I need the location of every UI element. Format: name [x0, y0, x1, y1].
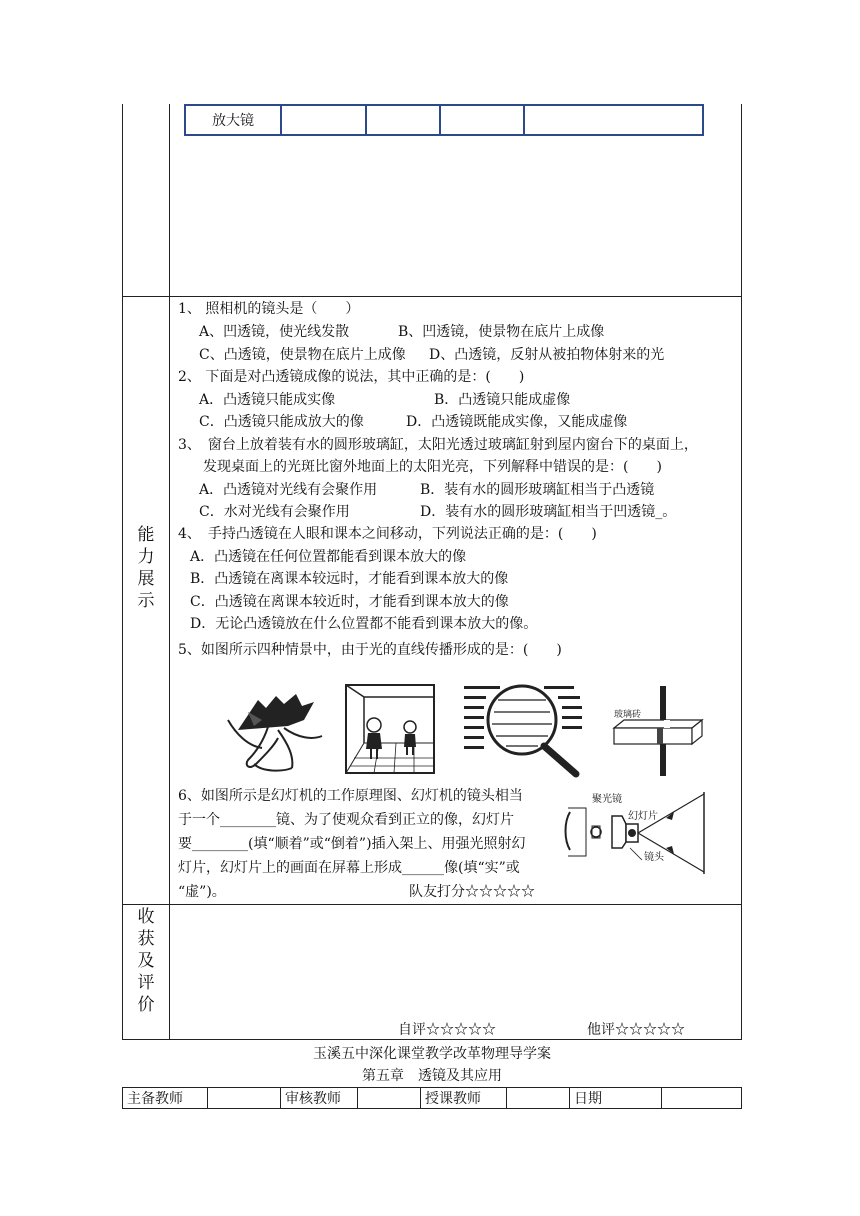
- table-cell: [367, 106, 441, 134]
- q2-option-c: C．凸透镜只能成放大的像: [199, 414, 364, 430]
- peer-evaluation: 他评☆☆☆☆☆: [587, 1022, 685, 1038]
- teammate-score: 队友打分☆☆☆☆☆: [409, 884, 535, 900]
- outer-left-border: [122, 104, 123, 1039]
- label-column-divider: [169, 104, 170, 1039]
- q2-option-b: B．凸透镜只能成虚像: [434, 392, 571, 408]
- table-cell-magnifier: 放大镜: [186, 106, 282, 134]
- q4-stem: 4、 手持凸透镜在人眼和课本之间移动，下列说法正确的是：( ): [178, 526, 597, 542]
- lecture-teacher-value: [507, 1088, 570, 1108]
- hand-shadow-figure: [218, 690, 326, 774]
- mirror-reflection-figure: [344, 683, 436, 775]
- q3-option-a: A．凸透镜对光线有会聚作用: [199, 482, 378, 498]
- condenser-label: 聚光镜: [592, 794, 622, 805]
- row-divider-1: [122, 296, 742, 297]
- q2-stem: 2、 下面是对凸透镜成像的说法，其中正确的是：( ): [178, 369, 525, 385]
- q5-stem: 5、如图所示四种情景中，由于光的直线传播形成的是：( ): [178, 642, 562, 658]
- q4-option-a: A．凸透镜在任何位置都能看到课本放大的像: [190, 549, 467, 565]
- table-cell: [525, 106, 702, 134]
- q3-option-b: B．装有水的圆形玻璃缸相当于凸透镜: [420, 482, 655, 498]
- q3-option-d: D．装有水的圆形玻璃缸相当于凹透镜_。: [420, 504, 677, 520]
- q1-stem: 1、 照相机的镜头是（ ）: [178, 301, 360, 317]
- q6-line2: 于一个________镜、为了使观众看到正立的像，幻灯片: [178, 812, 514, 828]
- projector-diagram: [556, 788, 708, 876]
- q6-line1: 6、如图所示是幻灯机的工作原理图、幻灯机的镜头相当: [178, 788, 523, 804]
- row-divider-2: [122, 904, 742, 905]
- q3-option-c: C．水对光线有会聚作用: [199, 504, 350, 520]
- q4-option-b: B．凸透镜在离课本较远时，才能看到课本放大的像: [190, 571, 509, 587]
- section-label-harvest: 收 获 及 评 价: [137, 907, 155, 1015]
- main-teacher-value: [208, 1088, 281, 1108]
- lens-label: 镜头: [644, 852, 664, 863]
- q4-option-c: C．凸透镜在离课本较近时，才能看到课本放大的像: [190, 594, 509, 610]
- q1-option-c: C、凸透镜，使景物在底片上成像: [199, 347, 406, 363]
- q4-option-d: D．无论凸透镜放在什么位置都不能看到课本放大的像。: [190, 616, 538, 632]
- q1-option-b: B、凹透镜，使景物在底片上成像: [398, 324, 605, 340]
- slide-label: 幻灯片: [628, 811, 658, 822]
- q2-option-a: A．凸透镜只能成实像: [199, 392, 336, 408]
- school-title: 玉溪五中深化课堂教学改革物理导学案: [313, 1046, 551, 1062]
- date-value: [662, 1088, 741, 1108]
- q6-line3: 要________(填“顺着”或“倒着”)插入架上、用强光照射幻: [178, 836, 526, 852]
- q1-option-a: A、凹透镜，使光线发散: [199, 324, 350, 340]
- chapter-title: 第五章 透镜及其应用: [362, 1068, 502, 1084]
- self-evaluation: 自评☆☆☆☆☆: [398, 1022, 496, 1038]
- q3-stem-line1: 3、 窗台上放着装有水的圆形玻璃缸，太阳光透过玻璃缸射到屋内窗台下的桌面上，: [178, 437, 698, 453]
- lens-compare-table: [184, 104, 704, 136]
- magnifier-over-text-figure: [462, 682, 586, 778]
- outer-right-border: [741, 104, 742, 1039]
- review-teacher-value: [358, 1088, 421, 1108]
- q2-option-d: D．凸透镜既能成实像，又能成虚像: [406, 414, 628, 430]
- table-cell: [282, 106, 367, 134]
- review-teacher-label: 审核教师: [281, 1088, 358, 1108]
- date-label: 日期: [570, 1088, 662, 1108]
- q1-option-d: D、凸透镜，反射从被拍物体射来的光: [429, 347, 665, 363]
- lecture-teacher-label: 授课教师: [421, 1088, 507, 1108]
- q3-stem-line2: 发现桌面上的光斑比窗外地面上的太阳光亮，下列解释中错误的是：( ): [203, 459, 662, 475]
- glass-brick-figure: [608, 684, 708, 778]
- section-label-ability: 能 力 展 示: [137, 525, 155, 611]
- q6-line5: “虚”)。: [178, 884, 226, 900]
- teacher-info-table: [122, 1087, 742, 1109]
- main-teacher-label: 主备教师: [123, 1088, 208, 1108]
- glass-brick-label: 玻璃砖: [614, 710, 642, 720]
- table-cell: [441, 106, 525, 134]
- q6-line4: 灯片，幻灯片上的画面在屏幕上形成______像(填“实”或: [178, 860, 520, 876]
